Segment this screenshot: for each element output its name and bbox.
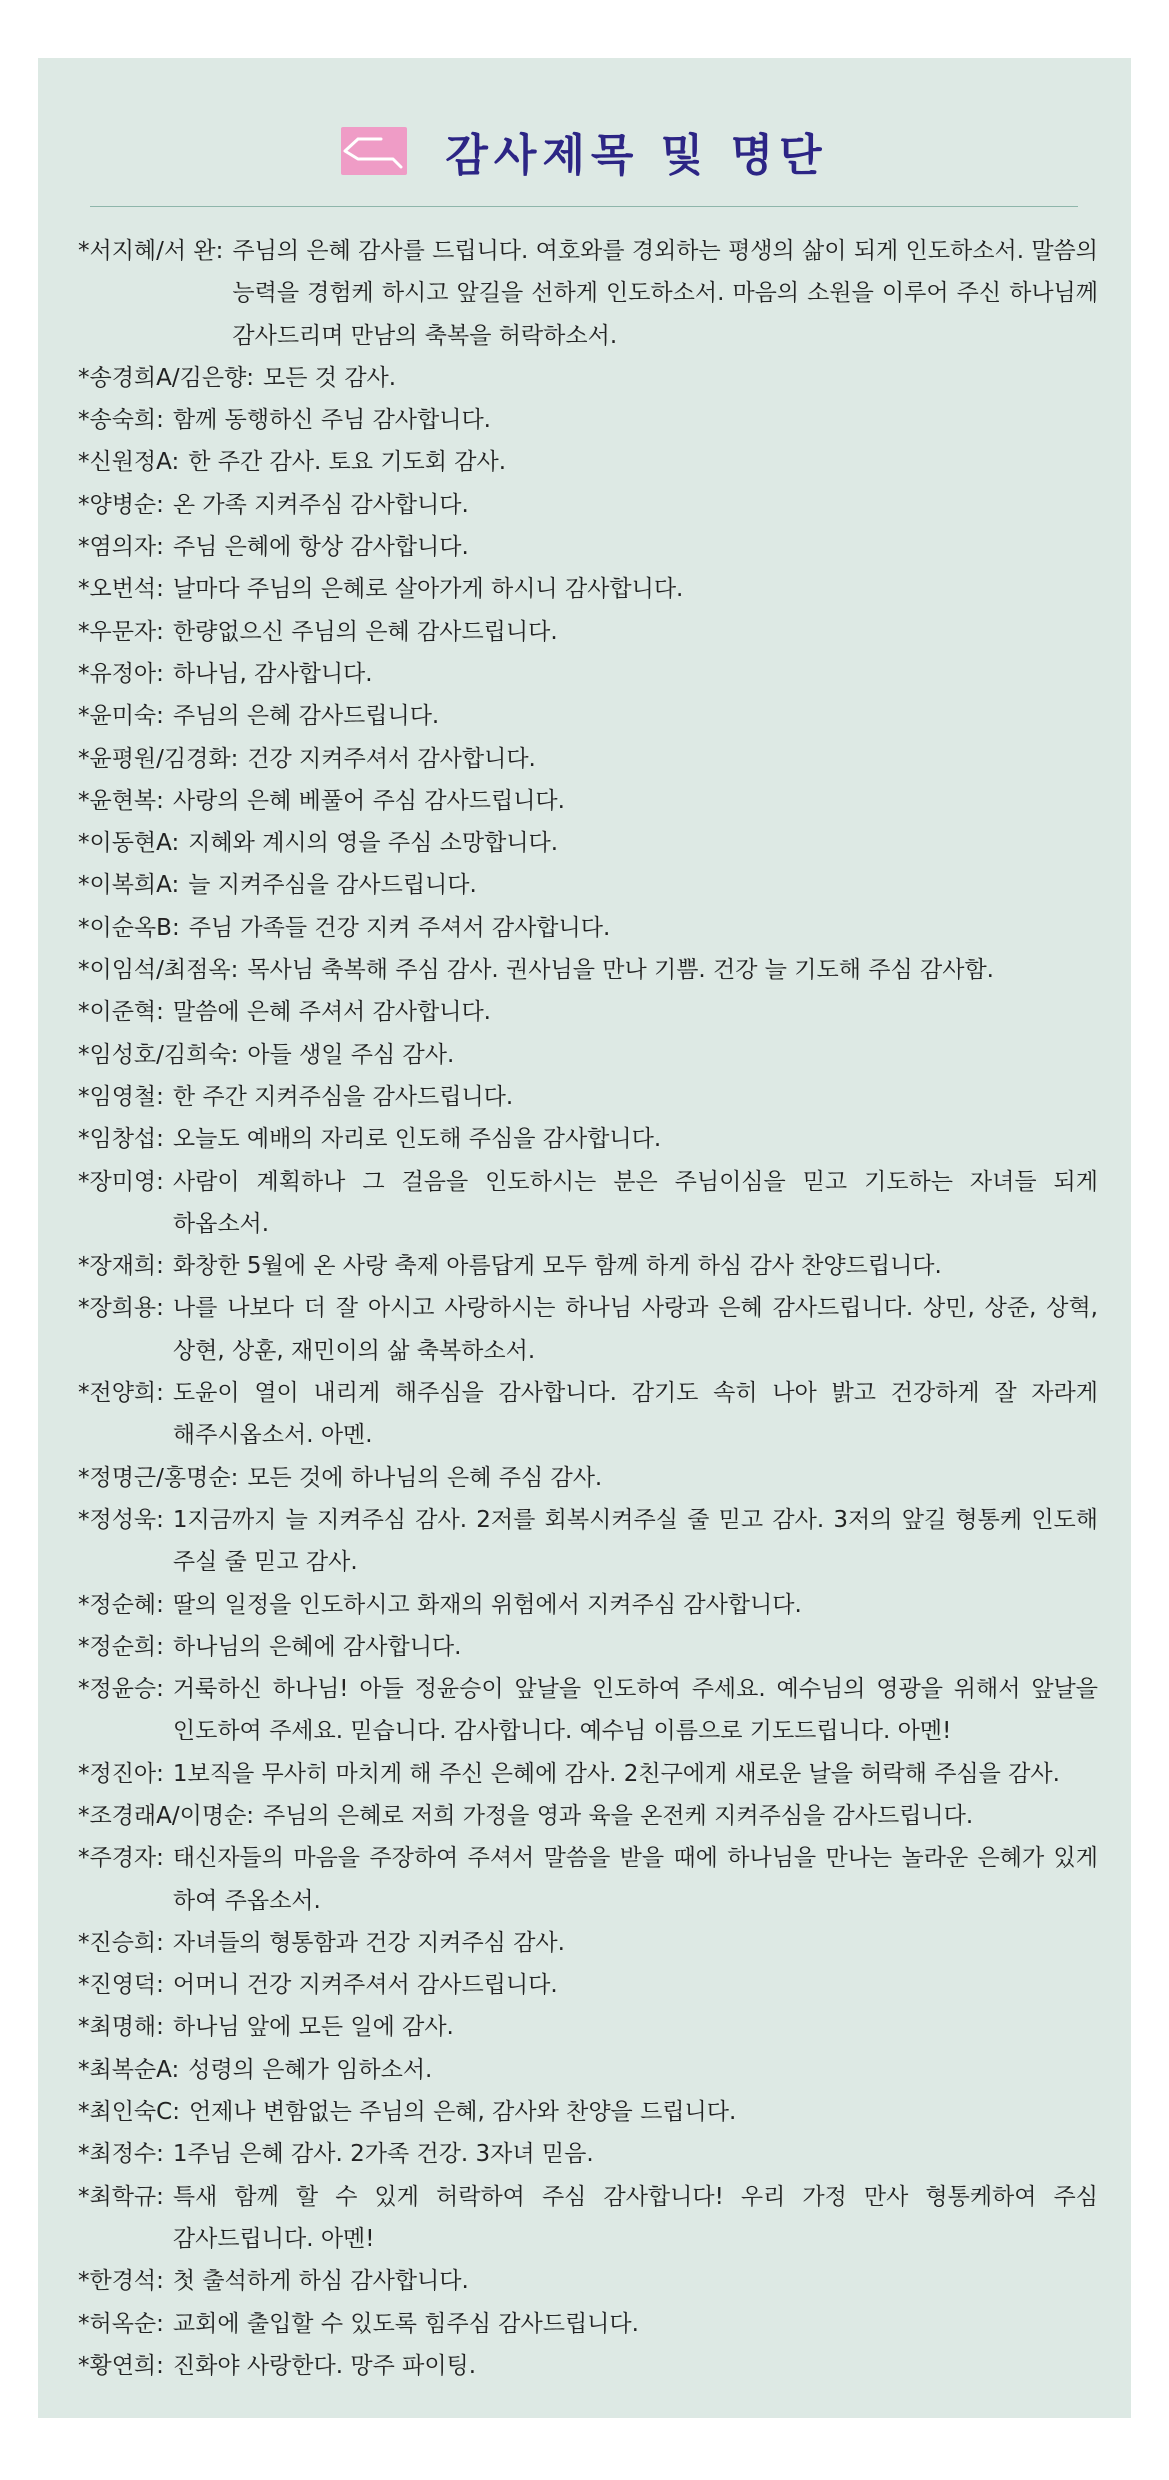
member-name: * 이동현A : [78, 822, 188, 864]
list-item [78, 695, 1098, 737]
list-item [78, 949, 1098, 991]
list-item [78, 1964, 1098, 2006]
list-item [78, 1626, 1098, 1668]
member-name: * 임성호/김희숙 : [78, 1034, 247, 1076]
list-item [78, 1287, 1098, 1372]
title-row [38, 116, 1131, 186]
member-name: * 최명해 : [78, 2006, 173, 2048]
thanksgiving-message: 모든 것 감사. [263, 364, 397, 391]
list-item [78, 653, 1098, 695]
list-item [78, 526, 1098, 568]
list-item [78, 2303, 1098, 2345]
thanksgiving-message: 함께 동행하신 주님 감사합니다. [172, 407, 491, 434]
member-name: * 장희용 : [78, 1287, 173, 1329]
member-name: * 이준혁 : [78, 991, 173, 1033]
thanksgiving-message: 1지금까지 늘 지켜주심 감사. 2저를 회복시켜주실 줄 믿고 감사. 3저의 앞길 형통케 인도해 주실 줄 믿고 감사. [172, 1506, 1098, 1576]
title-divider [90, 206, 1078, 207]
member-name: * 서지혜/서 완 : [78, 230, 232, 272]
member-name: * 이복희A : [78, 864, 188, 906]
thanksgiving-message: 늘 지켜주심을 감사드립니다. [188, 872, 477, 899]
list-item [78, 2091, 1098, 2133]
member-name: * 주경자 : [78, 1837, 173, 1879]
page-title: 감사제목 및 명단 [445, 130, 828, 181]
thanksgiving-message: 주님의 은혜 감사드립니다. [172, 703, 440, 730]
thanksgiving-message: 어머니 건강 지켜주셔서 감사드립니다. [172, 1972, 558, 1999]
thanksgiving-message: 말씀에 은혜 주셔서 감사합니다. [172, 999, 491, 1026]
member-name: * 한경석 : [78, 2260, 173, 2302]
member-name: * 최학규 : [78, 2176, 173, 2218]
member-name: * 최복순A : [78, 2049, 188, 2091]
thanksgiving-message: 사람이 계획하나 그 걸음을 인도하시는 분은 주님이심을 믿고 기도하는 자녀들 되게 하옵소서. [172, 1168, 1098, 1237]
thanksgiving-message: 날마다 주님의 은혜로 살아가게 하시니 감사합니다. [172, 576, 684, 603]
thanksgiving-message: 하나님의 은혜에 감사합니다. [172, 1633, 462, 1660]
list-item [78, 780, 1098, 822]
member-name: * 황연희 : [78, 2345, 173, 2387]
list-item [78, 738, 1098, 780]
member-name: * 이임석/최점옥 : [78, 949, 247, 991]
thanksgiving-message: 한량없으신 주님의 은혜 감사드립니다. [172, 618, 558, 645]
thanksgiving-message: 1주님 은혜 감사. 2가족 건강. 3자녀 믿음. [172, 2141, 594, 2168]
thanksgiving-message: 모든 것에 하나님의 은혜 주심 감사. [247, 1464, 603, 1491]
list-item [78, 399, 1098, 441]
list-item [78, 2006, 1098, 2048]
list-item [78, 1245, 1098, 1287]
member-name: * 임영철 : [78, 1076, 173, 1118]
member-name: * 장재희 : [78, 1245, 173, 1287]
list-item [78, 1668, 1098, 1753]
thanksgiving-message: 언제나 변함없는 주님의 은혜, 감사와 찬양을 드립니다. [188, 2099, 737, 2126]
member-name: * 정진아 : [78, 1753, 173, 1795]
thanksgiving-message: 하나님 앞에 모든 일에 감사. [172, 2014, 454, 2041]
thanksgiving-message: 1보직을 무사히 마치게 해 주신 은혜에 감사. 2친구에게 새로운 날을 허락해 주심을 감사. [172, 1760, 1060, 1787]
list-item [78, 2345, 1098, 2387]
member-name: * 조경래A/이명순 : [78, 1795, 263, 1837]
member-name: * 전양희 : [78, 1372, 173, 1414]
list-item [78, 1161, 1098, 1246]
member-name: * 정순혜 : [78, 1584, 173, 1626]
member-name: * 우문자 : [78, 611, 173, 653]
thanksgiving-message: 아들 생일 주심 감사. [247, 1041, 455, 1068]
thanksgiving-message: 한 주간 지켜주심을 감사드립니다. [172, 1083, 514, 1110]
thanksgiving-message: 주님 가족들 건강 지켜 주셔서 감사합니다. [188, 914, 611, 941]
thanksgiving-message: 도윤이 열이 내리게 해주심을 감사합니다. 감기도 속히 나아 밝고 건강하게 잘 자라게 해주시옵소서. 아멘. [172, 1380, 1098, 1449]
member-name: * 정순희 : [78, 1626, 173, 1668]
list-item [78, 1118, 1098, 1160]
list-item [78, 822, 1098, 864]
member-name: * 최인숙C : [78, 2091, 189, 2133]
member-name: * 유정아 : [78, 653, 173, 695]
member-name: * 정윤승 : [78, 1668, 173, 1710]
thanksgiving-message: 교회에 출입할 수 있도록 힘주심 감사드립니다. [172, 2310, 639, 2337]
thanksgiving-message: 주님의 은혜 감사를 드립니다. 여호와를 경외하는 평생의 삶이 되게 인도하소서. 말씀의 능력을 경험케 하시고 앞길을 선하게 인도하소서. 마음의 소원을 이루어 주신 하나님께 감사드리며 만남의 축복을 허락하소서. [232, 238, 1098, 349]
member-name: * 최정수 : [78, 2133, 173, 2175]
member-name: * 장미영 : [78, 1161, 173, 1203]
list-item [78, 1837, 1098, 1922]
list-item [78, 2133, 1098, 2175]
thanksgiving-message: 첫 출석하게 하심 감사합니다. [172, 2268, 469, 2295]
member-name: * 진승희 : [78, 1922, 173, 1964]
thanksgiving-message: 건강 지켜주셔서 감사합니다. [247, 745, 536, 772]
list-item [78, 1795, 1098, 1837]
list-item [78, 357, 1098, 399]
thanksgiving-message: 성령의 은혜가 임하소서. [188, 2056, 433, 2083]
thanksgiving-message: 사랑의 은혜 베풀어 주심 감사드립니다. [172, 787, 565, 814]
thanksgiving-message: 딸의 일정을 인도하시고 화재의 위험에서 지켜주심 감사합니다. [172, 1591, 802, 1618]
member-name: * 송숙희 : [78, 399, 173, 441]
thanksgiving-message: 한 주간 감사. 토요 기도회 감사. [188, 449, 507, 476]
thanksgiving-message: 온 가족 지켜주심 감사합니다. [172, 491, 469, 518]
list-item [78, 2049, 1098, 2091]
list-item [78, 1457, 1098, 1499]
member-name: * 이순옥B : [78, 907, 189, 949]
member-name: * 임창섭 : [78, 1118, 173, 1160]
envelope-icon [341, 127, 407, 175]
list-item [78, 991, 1098, 1033]
thanksgiving-message: 태신자들의 마음을 주장하여 주셔서 말씀을 받을 때에 하나님을 만나는 놀라운 은혜가 있게 하여 주옵소서. [172, 1845, 1098, 1914]
list-item [78, 441, 1098, 483]
member-name: * 윤평원/김경화 : [78, 738, 247, 780]
thanksgiving-message: 거룩하신 하나님! 아들 정윤승이 앞날을 인도하여 주세요. 예수님의 영광을 위해서 앞날을 인도하여 주세요. 믿습니다. 감사합니다. 예수님 이름으로 기도드립니다. 아멘! [172, 1676, 1098, 1745]
thanksgiving-message: 지혜와 계시의 영을 주심 소망합니다. [188, 830, 559, 857]
member-name: * 양병순 : [78, 484, 173, 526]
list-item [78, 611, 1098, 653]
thanksgiving-message: 오늘도 예배의 자리로 인도해 주심을 감사합니다. [172, 1126, 662, 1153]
list-item [78, 1076, 1098, 1118]
thanksgiving-message: 주님 은혜에 항상 감사합니다. [172, 534, 469, 561]
member-name: * 염의자 : [78, 526, 173, 568]
list-item [78, 568, 1098, 610]
list-item [78, 484, 1098, 526]
list-item [78, 1584, 1098, 1626]
member-name: * 진영덕 : [78, 1964, 173, 2006]
thanksgiving-message: 주님의 은혜로 저희 가정을 영과 육을 온전케 지켜주심을 감사드립니다. [263, 1802, 974, 1829]
member-name: * 허옥순 : [78, 2303, 173, 2345]
member-name: * 윤미숙 : [78, 695, 173, 737]
list-item [78, 1034, 1098, 1076]
member-name: * 정명근/홍명순 : [78, 1457, 247, 1499]
list-item [78, 230, 1098, 357]
member-name: * 오번석 : [78, 568, 173, 610]
member-name: * 윤현복 : [78, 780, 173, 822]
thanksgiving-message: 특새 함께 할 수 있게 허락하여 주심 감사합니다! 우리 가정 만사 형통케하여 주심 감사드립니다. 아멘! [172, 2183, 1098, 2252]
list-item [78, 1753, 1098, 1795]
list-item [78, 1372, 1098, 1457]
member-name: * 송경희A/김은향 : [78, 357, 263, 399]
list-item [78, 864, 1098, 906]
list-item [78, 907, 1098, 949]
prayer-list-panel [38, 58, 1131, 2418]
thanksgiving-list [78, 230, 1098, 2387]
thanksgiving-message: 자녀들의 형통함과 건강 지켜주심 감사. [172, 1929, 565, 1956]
thanksgiving-message: 나를 나보다 더 잘 아시고 사랑하시는 하나님 사랑과 은혜 감사드립니다. 상민, 상준, 상혁, 상현, 상훈, 재민이의 삶 축복하소서. [172, 1295, 1098, 1364]
thanksgiving-message: 화창한 5월에 온 사랑 축제 아름답게 모두 함께 하게 하심 감사 찬양드립니다. [172, 1253, 942, 1280]
thanksgiving-message: 목사님 축복해 주심 감사. 권사님을 만나 기쁨. 건강 늘 기도해 주심 감사함. [247, 957, 994, 984]
member-name: * 정성욱 : [78, 1499, 173, 1541]
list-item [78, 1499, 1098, 1584]
thanksgiving-message: 진화야 사랑한다. 망주 파이팅. [172, 2352, 477, 2379]
list-item [78, 2176, 1098, 2261]
list-item [78, 2260, 1098, 2302]
thanksgiving-message: 하나님, 감사합니다. [172, 660, 373, 687]
member-name: * 신원정A : [78, 441, 188, 483]
list-item [78, 1922, 1098, 1964]
